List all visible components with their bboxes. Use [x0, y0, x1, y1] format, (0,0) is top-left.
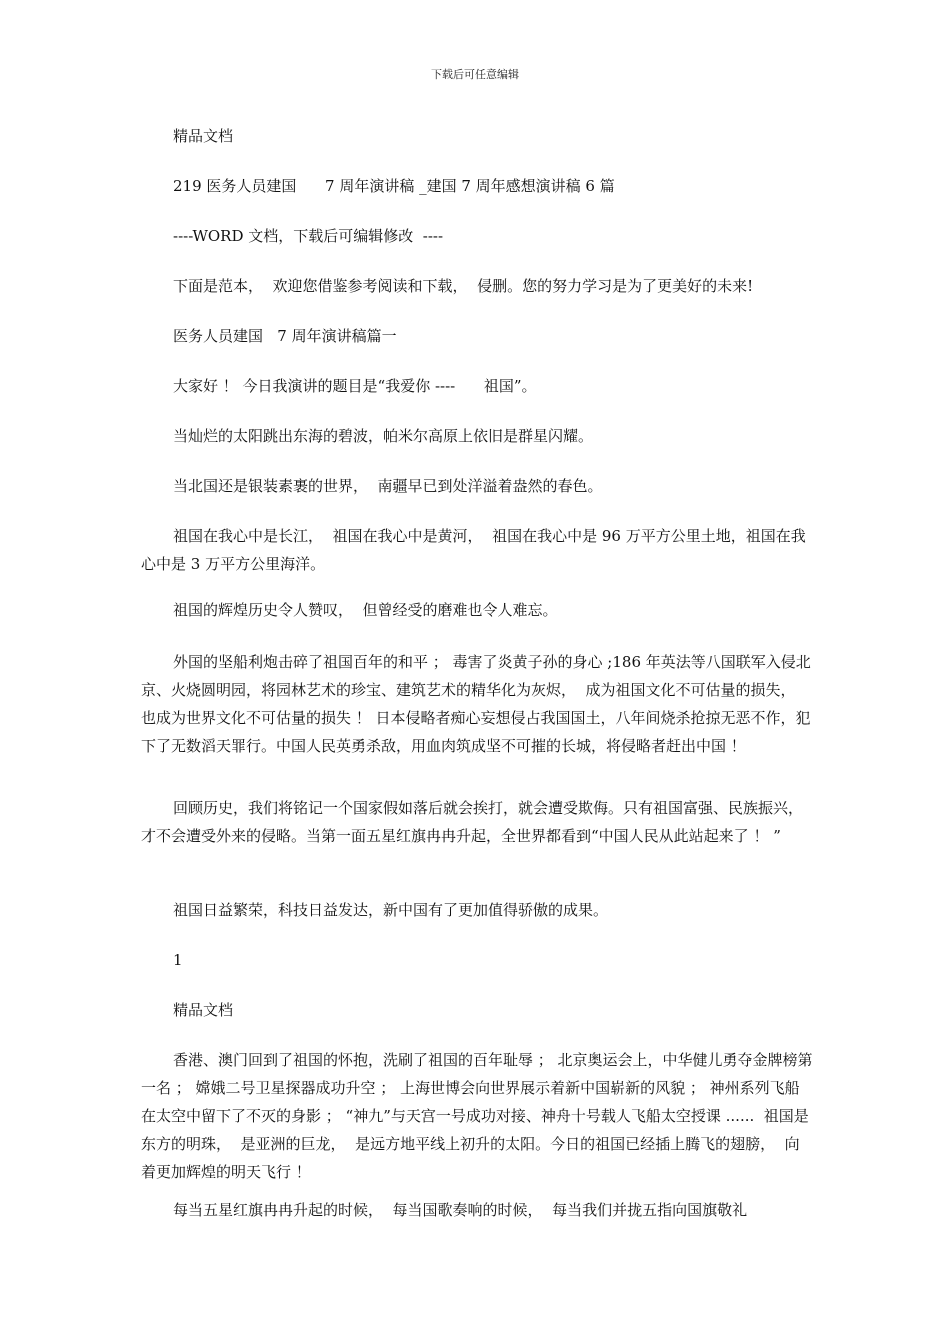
- paragraph: 香港、澳门回到了祖国的怀抱，洗刷了祖国的百年耻辱 ； 北京奥运会上，中华健儿勇夺金牌榜第一名 ； 嫦娥二号卫星探器成功升空 ； 上海世博会向世界展示着新中国崭新的风貌 ； 神州系列飞船在太空中留下了不灭的身影 ； “神九”与天宫一号成功对接、神舟十号载人飞船太空授课 ...... 祖国是东方的明珠， 是亚洲的巨龙， 是远方地平线上初升的太阳。今日的祖国已经插上腾飞的翅膀， 向着更加辉煌的明天飞行 ！: [141, 1051, 813, 1181]
- section-title: 医务人员建国 7 周年演讲稿篇一: [173, 327, 397, 345]
- paragraph: 每当五星红旗冉冉升起的时候， 每当国歌奏响的时候， 每当我们并拢五指向国旗敬礼: [173, 1201, 748, 1219]
- doc-label: 精品文档: [173, 127, 234, 145]
- header-note: 下载后可任意编辑: [431, 68, 519, 81]
- doc-title: 219 医务人员建国 7 周年演讲稿 _建国 7 周年感想演讲稿 6 篇: [173, 177, 615, 195]
- page-number: 1: [173, 951, 183, 969]
- paragraph: 回顾历史，我们将铭记一个国家假如落后就会挨打，就会遭受欺侮。只有祖国富强、民族振兴，才不会遭受外来的侵略。当第一面五星红旗冉冉升起，全世界都看到“中国人民从此站起来了 ！ ”: [141, 799, 804, 845]
- paragraph: 祖国的辉煌历史令人赞叹， 但曾经受的磨难也令人难忘。: [173, 601, 558, 619]
- doc-label: 精品文档: [173, 1001, 234, 1019]
- paragraph: 大家好 ！ 今日我演讲的题目是“我爱你 ---- 祖国”。: [173, 377, 537, 395]
- paragraph: 当北国还是银装素裹的世界， 南疆早已到处洋溢着盎然的春色。: [173, 477, 603, 495]
- paragraph: 当灿烂的太阳跳出东海的碧波，帕米尔高原上依旧是群星闪耀。: [173, 427, 594, 445]
- paragraph: 外国的坚船利炮击碎了祖国百年的和平 ； 毒害了炎黄子孙的身心 ;186 年英法等八国联军入侵北京、火烧圆明园，将园林艺术的珍宝、建筑艺术的精华化为灰烬， 成为祖国文化不可估量的损失， 也成为世界文化不可估量的损失 ！ 日本侵略者痴心妄想侵占我国国土，八年间烧杀抢掠无恶不作，犯下了无数滔天罪行。中国人民英勇杀敌，用血肉筑成坚不可摧的长城，将侵略者赶出中国 ！: [141, 653, 811, 755]
- paragraph: 祖国日益繁荣，科技日益发达，新中国有了更加值得骄傲的成果。: [173, 901, 609, 919]
- intro-paragraph: 下面是范本， 欢迎您借鉴参考阅读和下载， 侵删。您的努力学习是为了更美好的未来!: [173, 277, 754, 295]
- paragraph: 祖国在我心中是长江， 祖国在我心中是黄河， 祖国在我心中是 96 万平方公里土地，祖国在我心中是 3 万平方公里海洋。: [141, 527, 806, 573]
- word-note: ----WORD 文档，下载后可编辑修改 ----: [173, 227, 444, 245]
